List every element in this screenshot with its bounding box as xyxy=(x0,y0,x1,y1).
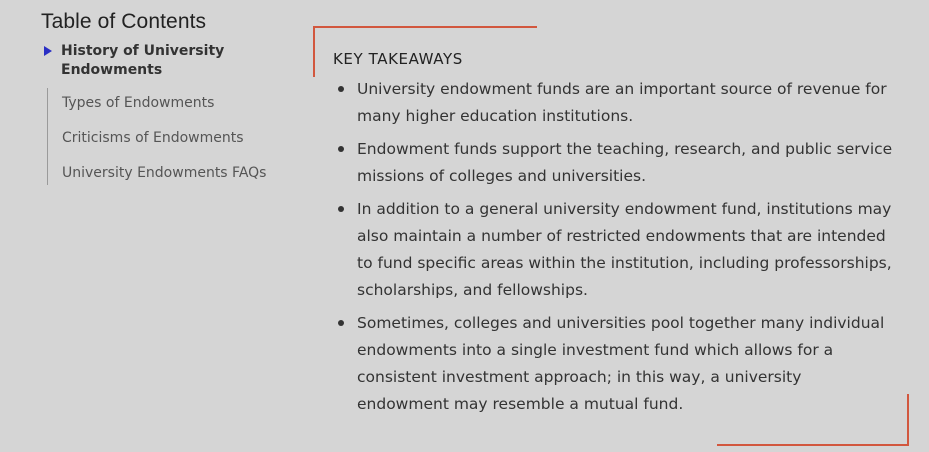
table-of-contents xyxy=(41,10,291,185)
bullet-dot-icon xyxy=(338,320,344,326)
toc-title: Table of Contents xyxy=(41,10,207,33)
accent-corner-bottom-right xyxy=(717,444,909,446)
accent-corner-top-left xyxy=(313,26,537,28)
key-takeaways-heading: KEY TAKEAWAYS xyxy=(333,50,463,68)
caret-right-icon xyxy=(44,46,52,56)
bullet-dot-icon xyxy=(338,206,344,212)
takeaway-text: Sometimes, colleges and universities pool together many individual endowments into a single investment fund which allows for a consistent investment approach; in this way, a university endowment may resemble a mutual fund. xyxy=(357,314,885,413)
list-item xyxy=(333,196,893,304)
toc-subitems xyxy=(47,88,291,185)
toc-item-label: History of University Endowments xyxy=(61,43,225,78)
bullet-dot-icon xyxy=(338,86,344,92)
list-item xyxy=(333,136,893,190)
list-item xyxy=(333,76,893,130)
accent-corner-top-left-vertical xyxy=(313,26,315,77)
list-item xyxy=(333,310,893,418)
key-takeaways-list xyxy=(333,76,893,424)
bullet-dot-icon xyxy=(338,146,344,152)
toc-item-types[interactable]: Types of Endowments xyxy=(62,95,215,111)
takeaway-text: University endowment funds are an important source of revenue for many higher education institutions. xyxy=(357,80,887,125)
takeaway-text: In addition to a general university endowment fund, institutions may also maintain a number of restricted endowments that are intended to fund specific areas within the institution, including professorships, scholarships, and fellowships. xyxy=(357,200,892,299)
takeaway-text: Endowment funds support the teaching, research, and public service missions of colleges and universities. xyxy=(357,140,893,185)
toc-item-history[interactable] xyxy=(41,42,291,80)
accent-corner-bottom-right-vertical xyxy=(907,394,909,446)
toc-item-criticisms[interactable]: Criticisms of Endowments xyxy=(62,130,244,146)
key-takeaways-box xyxy=(313,26,909,446)
toc-item-faqs[interactable]: University Endowments FAQs xyxy=(62,165,267,181)
